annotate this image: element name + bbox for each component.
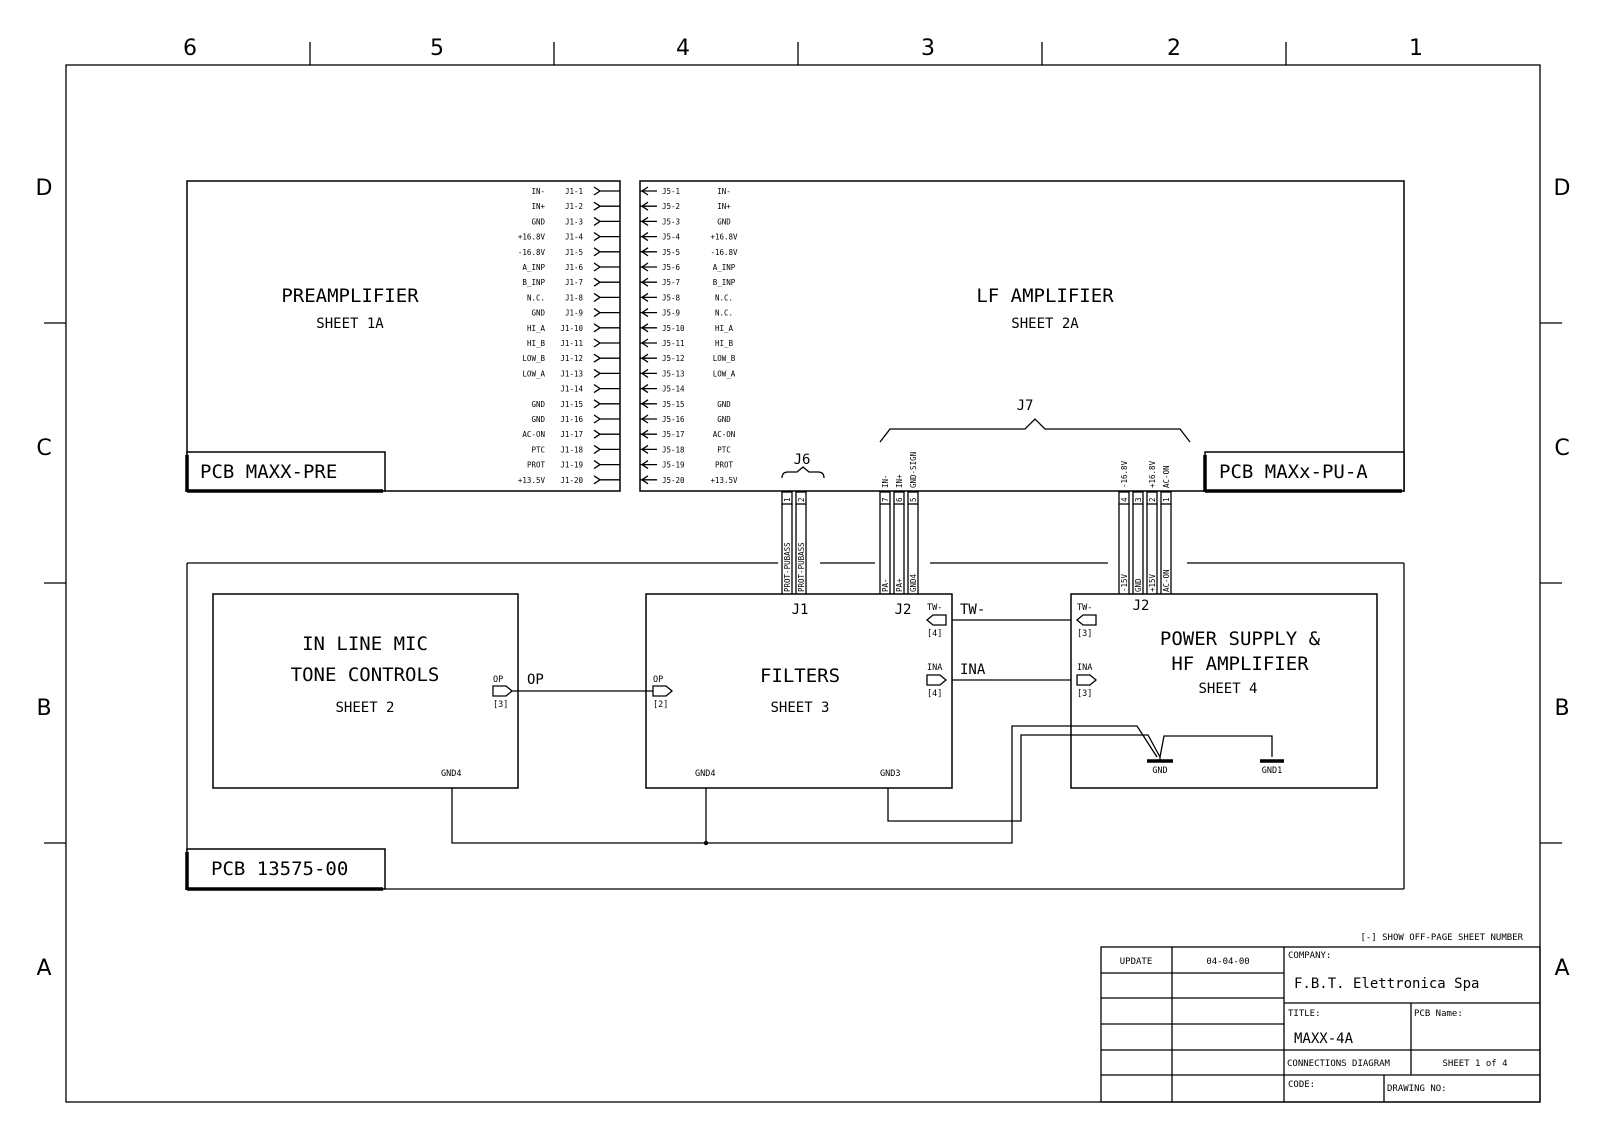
preamp-pin-signal: IN- [531, 187, 545, 196]
j7-pin-bottom-signal: GND4 [909, 573, 918, 592]
j7-pin-pin-number: 1 [1162, 497, 1171, 502]
zone-col-6: 6 [183, 36, 197, 61]
lfamp-pin-signal: +16.8V [710, 232, 738, 242]
preamp-pin-signal: GND [531, 217, 545, 227]
preamp-pin-number: J1-20 [560, 475, 583, 485]
preamp-pin-signal: IN+ [531, 202, 545, 212]
preamp-pin-signal: LOW_A [522, 369, 545, 379]
preamp-pin-number: J1-2 [564, 202, 583, 212]
j7-pin-bottom-signal: AC-ON [1162, 569, 1171, 592]
lfamp-pin-signal: PTC [717, 445, 731, 455]
j7-pin-bottom-signal: PA+ [895, 578, 904, 592]
lfamp-pin-number: J5-6 [662, 263, 681, 272]
filters-tw-ref: [4] [927, 629, 943, 639]
zone-row-a-right: A [1554, 956, 1570, 981]
filters-in-ref: [2] [653, 700, 669, 710]
preamp-pin-number: J1-4 [564, 232, 583, 242]
drawing-title: MAXX-4A [1294, 1031, 1354, 1047]
lfamp-pin-signal: IN+ [717, 202, 731, 212]
lfamp-pin-number: J5-14 [662, 384, 685, 394]
psu-ina-port: INA [1077, 663, 1093, 673]
preamp-pin-number: J1-6 [564, 263, 583, 272]
lfamp-pin-number: J5-9 [662, 308, 681, 318]
psu-ina-ref: [3] [1077, 689, 1093, 699]
j6-pin-pin-number: 1 [783, 497, 792, 502]
lfamp-pin-signal: HI_B [714, 339, 734, 348]
j7-pin-top-signal: IN+ [895, 474, 904, 488]
preamp-pin-number: J1-5 [564, 247, 583, 257]
psu-sheet: SHEET 4 [1198, 681, 1258, 697]
lfamp-pin-signal: PROT [714, 460, 734, 470]
filters-ina-ref: [4] [927, 689, 943, 699]
lfamp-pin-signal: HI_A [714, 323, 734, 333]
j7-pin-top-signal: GND-SIGN [909, 451, 918, 488]
lfamp-pin-number: J5-13 [662, 369, 685, 379]
lfamp-pin-number: J5-1 [662, 187, 681, 196]
preamp-pin-number: J1-16 [560, 415, 583, 424]
psu-tw-port: TW- [1077, 603, 1093, 613]
preamp-pin-signal: +16.8V [517, 232, 545, 242]
preamp-pin-number: J1-8 [564, 293, 583, 303]
preamp-pin-number: J1-17 [560, 430, 583, 440]
j7-pin-pin-number: 4 [1120, 497, 1129, 502]
j7-pin-bottom-signal: +15V [1148, 573, 1157, 592]
zone-row-c-right: C [1554, 436, 1570, 461]
preamp-pin-number: J1-19 [560, 460, 583, 470]
preamp-pin-number: J1-13 [560, 369, 583, 379]
zone-row-d-right: D [1553, 176, 1571, 201]
net-op-label: OP [527, 672, 544, 688]
preamp-pin-number: J1-15 [560, 399, 583, 409]
zone-col-2: 2 [1167, 36, 1181, 61]
company-label: COMPANY: [1288, 951, 1332, 961]
zone-row-c-left: C [36, 436, 52, 461]
lfamp-pin-number: J5-15 [662, 399, 685, 409]
j7-pin-bottom-signal: PA- [881, 578, 890, 592]
lfamp-pin-signal: IN- [717, 187, 731, 196]
tone-port-ref: [3] [493, 700, 509, 710]
lfamp-sheet: SHEET 2A [1011, 316, 1079, 332]
lfamp-pin-signal: GND [717, 415, 731, 424]
lfamp-pin-signal: N.C. [714, 308, 734, 318]
j7-pin-top-signal: -16.8V [1120, 460, 1129, 488]
title-label: TITLE: [1288, 1009, 1321, 1019]
code-label: CODE: [1288, 1080, 1316, 1090]
preamp-pin-number: J1-9 [564, 308, 583, 318]
j7-pin-pin-number: 3 [1134, 497, 1143, 502]
update-value: 04-04-00 [1206, 957, 1250, 967]
lfamp-pin-number: J5-18 [662, 445, 685, 455]
preamp-pin-signal: GND [531, 399, 545, 409]
preamp-pin-number: J1-10 [560, 323, 583, 333]
preamp-pcb-label: PCB MAXX-PRE [200, 461, 338, 483]
preamp-pin-signal: PROT [526, 460, 545, 470]
lfamp-pin-signal: B_INP [712, 278, 736, 288]
pcb-name-label: PCB Name: [1414, 1009, 1463, 1019]
lfamp-pin-number: J5-17 [662, 430, 685, 440]
board-pcb-label: PCB 13575-00 [211, 858, 349, 880]
j7-pin-pin-number: 2 [1148, 497, 1157, 502]
lfamp-pin-number: J5-5 [662, 247, 681, 257]
preamp-pin-number: J1-18 [560, 445, 583, 455]
lfamp-pin-signal: GND [717, 217, 731, 227]
lfamp-pin-number: J5-2 [662, 202, 681, 212]
tone-gnd4: GND4 [441, 769, 462, 779]
preamplifier-block[interactable] [187, 181, 620, 492]
preamp-pin-signal: A_INP [522, 263, 545, 272]
filters-title: FILTERS [759, 665, 841, 687]
psu-gnd1: GND1 [1261, 766, 1283, 776]
tone-title-line2: TONE CONTROLS [290, 664, 440, 686]
preamp-pin-signal: PTC [531, 445, 545, 455]
lfamp-pin-number: J5-11 [662, 339, 685, 348]
filters-gnd3: GND3 [880, 769, 901, 779]
psu-j2: J2 [1132, 598, 1150, 614]
filters-tw-port: TW- [927, 603, 943, 613]
j7-pin-pin-number: 7 [881, 497, 890, 502]
net-ina-label: INA [960, 662, 986, 678]
preamp-pin-signal: -16.8V [517, 247, 545, 257]
preamp-pin-signal: GND [531, 415, 545, 424]
tone-sheet: SHEET 2 [335, 700, 395, 716]
update-label: UPDATE [1119, 957, 1153, 967]
j7-pin-pin-number: 6 [895, 497, 904, 502]
zone-row-b-right: B [1554, 696, 1570, 721]
power-supply-block[interactable] [1071, 594, 1377, 788]
net-tw-label: TW- [960, 602, 986, 618]
j7-pin-pin-number: 5 [909, 497, 918, 502]
lfamp-pcb-label: PCB MAXx-PU-A [1219, 461, 1368, 483]
psu-tw-ref: [3] [1077, 629, 1093, 639]
sheet-number: SHEET 1 of 4 [1442, 1059, 1508, 1069]
j6-label: J6 [793, 452, 811, 468]
psu-title-line2: HF AMPLIFIER [1171, 653, 1309, 675]
zone-col-3: 3 [921, 36, 935, 61]
preamp-pin-signal: HI_A [526, 323, 545, 333]
preamp-pin-signal: AC-ON [522, 430, 545, 440]
filters-ina-port: INA [927, 663, 943, 673]
preamp-pin-number: J1-12 [560, 354, 583, 364]
lfamp-pin-signal: LOW_B [712, 354, 736, 364]
lfamp-pin-number: J5-19 [662, 460, 685, 470]
title-block [1101, 933, 1540, 1102]
lfamp-pin-signal: N.C. [714, 293, 734, 303]
zone-col-4: 4 [676, 36, 690, 61]
preamp-pin-signal: B_INP [522, 278, 545, 288]
lf-amplifier-block[interactable] [640, 181, 1404, 492]
tone-controls-block[interactable] [213, 594, 518, 788]
j6-pin-pin-number: 2 [797, 497, 806, 502]
filters-block[interactable] [646, 594, 952, 788]
lfamp-pin-signal: LOW_A [712, 369, 736, 379]
lfamp-pin-number: J5-16 [662, 415, 685, 424]
j6-pin-bottom-signal: PROT-PUBASS [783, 542, 792, 592]
filters-j1: J1 [791, 602, 809, 618]
tone-port-op: OP [493, 675, 504, 685]
preamp-pin-number: J1-14 [560, 384, 583, 394]
psu-gnd: GND [1152, 766, 1168, 776]
filters-sheet: SHEET 3 [770, 700, 830, 716]
lfamp-pin-signal: -16.8V [710, 247, 738, 257]
preamp-pin-number: J1-11 [560, 339, 583, 348]
preamp-pin-signal: N.C. [526, 293, 545, 303]
preamp-pin-signal: LOW_B [522, 354, 545, 364]
lfamp-pin-number: J5-12 [662, 354, 685, 364]
preamp-pin-number: J1-7 [564, 278, 583, 288]
j7-pin-bottom-signal: -15V [1120, 573, 1129, 592]
company-name: F.B.T. Elettronica Spa [1294, 976, 1480, 992]
lfamp-pin-number: J5-8 [662, 293, 681, 303]
filters-j2: J2 [894, 602, 912, 618]
lfamp-pin-number: J5-7 [662, 278, 681, 288]
preamp-pin-number: J1-1 [564, 187, 583, 196]
preamp-pin-number: J1-3 [564, 217, 583, 227]
filters-gnd4: GND4 [695, 769, 716, 779]
preamp-pin-signal: HI_B [526, 339, 545, 348]
j7-label: J7 [1016, 398, 1034, 414]
j7-pin-top-signal: AC-ON [1162, 465, 1171, 488]
j7-pin-top-signal: +16.8V [1148, 460, 1157, 488]
preamp-title: PREAMPLIFIER [281, 285, 419, 307]
lfamp-pin-signal: A_INP [712, 263, 736, 272]
lfamp-pin-signal: +13.5V [710, 475, 738, 485]
zone-row-b-left: B [36, 696, 52, 721]
j7-pin-top-signal: IN- [881, 474, 890, 488]
zone-row-d-left: D [35, 176, 53, 201]
lfamp-pin-number: J5-4 [662, 232, 681, 242]
preamp-pin-signal: GND [531, 308, 545, 318]
drawing-subtitle: CONNECTIONS DIAGRAM [1287, 1059, 1390, 1069]
j6-pin-bottom-signal: PROT-PUBASS [797, 542, 806, 592]
offpage-legend: [-] SHOW OFF-PAGE SHEET NUMBER [1360, 933, 1523, 943]
filters-in-port: OP [653, 675, 664, 685]
zone-col-1: 1 [1409, 36, 1423, 61]
lfamp-pin-number: J5-20 [662, 475, 685, 485]
drawing-no-label: DRAWING NO: [1387, 1084, 1447, 1094]
psu-title-line1: POWER SUPPLY & [1159, 628, 1321, 650]
lfamp-pin-signal: GND [717, 399, 731, 409]
preamp-sheet: SHEET 1A [316, 316, 384, 332]
j7-pin-bottom-signal: GND [1134, 578, 1143, 592]
preamp-pin-signal: +13.5V [517, 475, 545, 485]
lfamp-pin-number: J5-10 [662, 323, 685, 333]
tone-title-line1: IN LINE MIC [302, 633, 428, 655]
lfamp-pin-number: J5-3 [662, 217, 681, 227]
lfamp-title: LF AMPLIFIER [976, 285, 1114, 307]
lfamp-pin-signal: AC-ON [712, 430, 736, 440]
zone-col-5: 5 [430, 36, 444, 61]
zone-row-a-left: A [36, 956, 52, 981]
